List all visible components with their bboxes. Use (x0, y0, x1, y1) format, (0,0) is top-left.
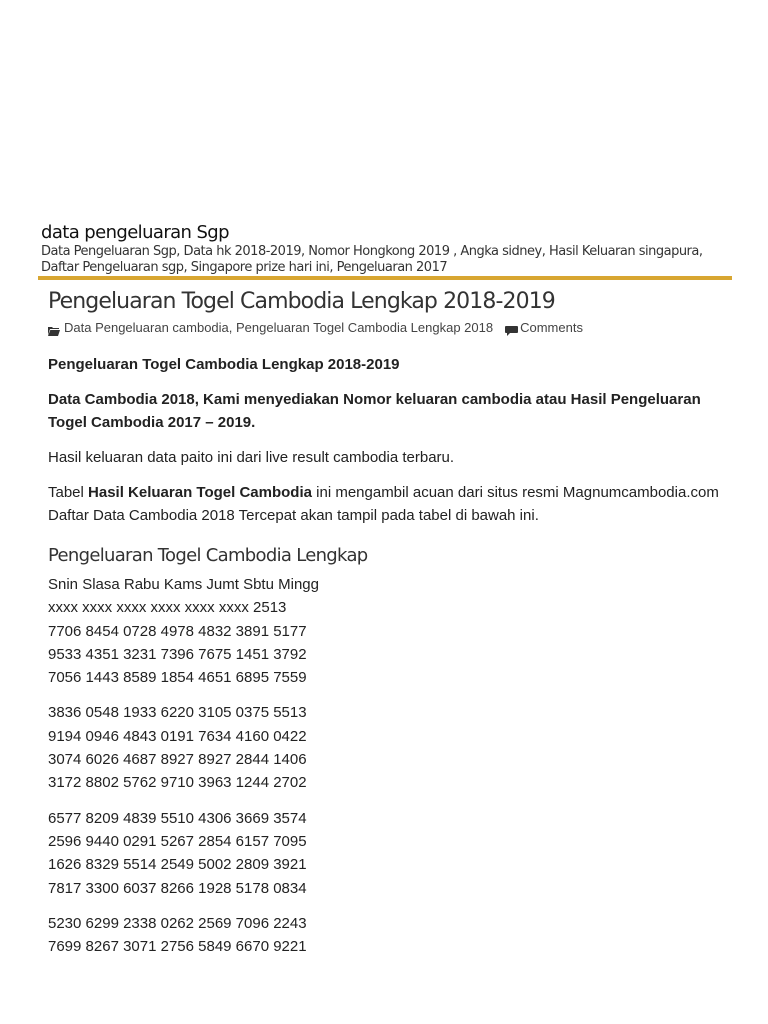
table-row: 7699 8267 3071 2756 5849 6670 9221 (48, 938, 307, 956)
paragraph-text: Tabel (48, 484, 89, 501)
result-table-block (48, 701, 728, 794)
result-table-block (48, 912, 728, 959)
table-row: 1626 8329 5514 2549 5002 2809 3921 (48, 856, 307, 874)
paragraph: Hasil keluaran data paito ini dari live result cambodia terbaru. (48, 449, 455, 466)
table-row: 6577 8209 4839 5510 4306 3669 3574 (48, 809, 307, 827)
table-row: 7056 1443 8589 1854 4651 6895 7559 (48, 669, 307, 687)
paragraph: Daftar Data Cambodia 2018 Tercepat akan tampil pada tabel di bawah ini. (48, 507, 539, 524)
section-title: Pengeluaran Togel Cambodia Lengkap (48, 545, 368, 566)
paragraph-bold-text: Hasil Keluaran Togel Cambodia (88, 484, 312, 501)
post-meta (48, 319, 728, 337)
category-link[interactable]: Data Pengeluaran cambodia (64, 320, 229, 335)
site-header (41, 222, 731, 276)
paragraph-text: ini mengambil acuan dari situs resmi Magnumcambodia.com (311, 484, 719, 501)
table-row: 7817 3300 6037 8266 1928 5178 0834 (48, 879, 307, 897)
table-row: 3172 8802 5762 9710 3963 1244 2702 (48, 774, 307, 792)
table-row: 3836 0548 1933 6220 3105 0375 5513 (48, 704, 307, 722)
site-title[interactable]: data pengeluaran Sgp (41, 222, 229, 243)
intro-heading: Pengeluaran Togel Cambodia Lengkap 2018-2019 (48, 356, 400, 373)
folder-icon (48, 323, 60, 333)
site-description: Data Pengeluaran Sgp, Data hk 2018-2019, Nomor Hongkong 2019 , Angka sidney, Hasil Keluaran singapura, Daftar Pengeluaran sgp, Singapore prize hari ini, Pengeluaran 2017 (41, 244, 703, 275)
post (48, 287, 728, 970)
table-row: 2596 9440 0291 5267 2854 6157 7095 (48, 832, 307, 850)
table-row: 9194 0946 4843 0191 7634 4160 0422 (48, 727, 307, 745)
table-header-row: Snin Slasa Rabu Kams Jumt Sbtu Mingg (48, 576, 319, 593)
post-title[interactable]: Pengeluaran Togel Cambodia Lengkap 2018-2019 (48, 289, 555, 314)
comments-link[interactable]: Comments (520, 320, 583, 335)
table-row: 5230 6299 2338 0262 2569 7096 2243 (48, 914, 307, 932)
paragraph (48, 481, 728, 504)
result-table-block (48, 573, 728, 689)
table-row: xxxx xxxx xxxx xxxx xxxx xxxx 2513 (48, 599, 287, 617)
table-row: 3074 6026 4687 8927 8927 2844 1406 (48, 751, 307, 769)
table-row: 7706 8454 0728 4978 4832 3891 5177 (48, 622, 307, 640)
category-separator: , (228, 320, 237, 335)
result-table-block (48, 807, 728, 900)
comment-icon (505, 323, 518, 333)
header-accent-bar (38, 276, 732, 280)
intro-bold-paragraph: Data Cambodia 2018, Kami menyediakan Nomor keluaran cambodia atau Hasil Pengeluaran Togel Cambodia 2017 – 2019. (48, 391, 701, 431)
table-row: 9533 4351 3231 7396 7675 1451 3792 (48, 645, 307, 663)
category-link[interactable]: Pengeluaran Togel Cambodia Lengkap 2018 (236, 320, 494, 335)
